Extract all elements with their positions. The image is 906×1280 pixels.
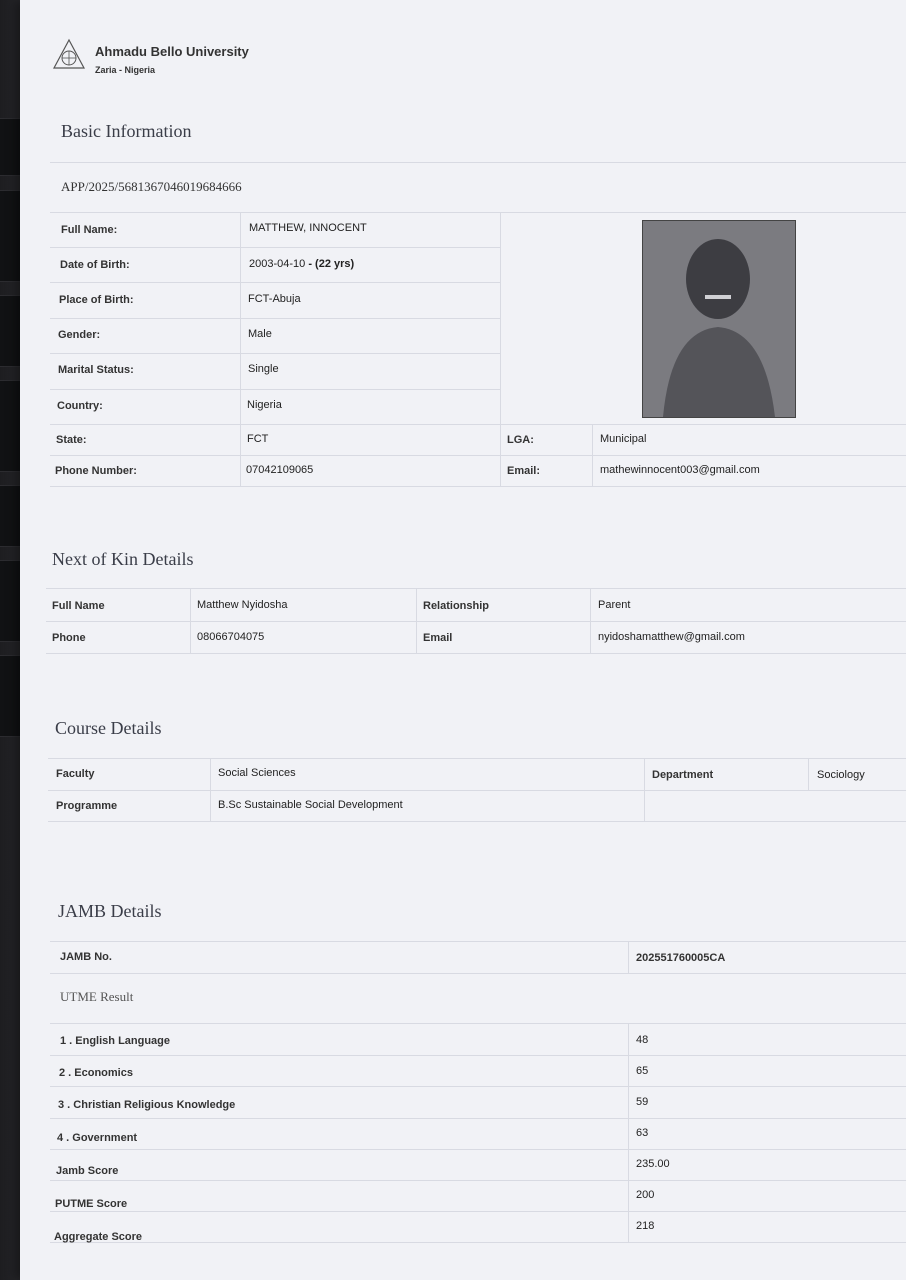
- kin-relationship-label: Relationship: [423, 600, 490, 612]
- kin-relationship-value: Parent: [598, 599, 631, 611]
- university-crest-icon: [52, 38, 86, 72]
- putme-score-label: PUTME Score: [55, 1198, 128, 1210]
- utme-subject-row: 1 . English Language: [60, 1035, 171, 1047]
- kin-full-name-value: Matthew Nyidosha: [197, 599, 288, 611]
- kin-email-label: Email: [423, 632, 453, 644]
- putme-score-value: 200: [636, 1189, 655, 1201]
- jamb-no-label: JAMB No.: [60, 951, 112, 963]
- email-value: mathewinnocent003@gmail.com: [600, 464, 760, 476]
- faculty-value: Social Sciences: [218, 767, 296, 779]
- department-label: Department: [652, 769, 714, 781]
- course-details-title: Course Details: [55, 718, 162, 738]
- jamb-score-label: Jamb Score: [56, 1165, 119, 1177]
- dob-label: Date of Birth:: [60, 259, 130, 271]
- state-label: State:: [56, 434, 87, 446]
- utme-subject-score: 63: [636, 1127, 649, 1139]
- application-id: APP/2025/5681367046019684666: [61, 179, 242, 194]
- marital-status-label: Marital Status:: [58, 364, 134, 376]
- kin-phone-label: Phone: [52, 632, 86, 644]
- place-of-birth-label: Place of Birth:: [59, 294, 134, 306]
- kin-email-value: nyidoshamatthew@gmail.com: [598, 631, 745, 643]
- passport-photo-icon: [643, 221, 795, 417]
- kin-full-name-label: Full Name: [52, 600, 105, 612]
- dob-value: [249, 258, 354, 270]
- country-value: Nigeria: [247, 399, 282, 411]
- document-page: [20, 0, 906, 1280]
- dob-date: 2003-04-10: [249, 258, 306, 270]
- state-value: FCT: [247, 433, 269, 445]
- utme-subject-score: 59: [636, 1096, 649, 1108]
- department-value: Sociology: [817, 769, 865, 781]
- dob-age: - (22 yrs): [305, 258, 355, 270]
- email-label: Email:: [507, 465, 541, 477]
- jamb-details-title: JAMB Details: [58, 901, 162, 921]
- aggregate-score-value: 218: [636, 1220, 655, 1232]
- kin-phone-value: 08066704075: [197, 631, 265, 643]
- programme-value: B.Sc Sustainable Social Development: [218, 799, 403, 811]
- gender-value: Male: [248, 328, 272, 340]
- full-name-label: Full Name:: [61, 224, 118, 236]
- university-name: Ahmadu Bello University: [95, 44, 249, 59]
- marital-status-value: Single: [248, 363, 279, 375]
- phone-label: Phone Number:: [55, 465, 137, 477]
- aggregate-score-label: Aggregate Score: [54, 1231, 143, 1243]
- lga-value: Municipal: [600, 433, 647, 445]
- country-label: Country:: [57, 400, 103, 412]
- utme-subject-row: 4 . Government: [57, 1132, 138, 1144]
- next-of-kin-title: Next of Kin Details: [52, 549, 194, 569]
- utme-result-title: UTME Result: [60, 989, 134, 1004]
- phone-value: 07042109065: [246, 464, 314, 476]
- lga-label: LGA:: [507, 434, 534, 446]
- basic-info-title: Basic Information: [61, 121, 192, 141]
- applicant-photo: [642, 220, 796, 418]
- full-name-value: MATTHEW, INNOCENT: [249, 222, 367, 234]
- place-of-birth-value: FCT-Abuja: [248, 293, 301, 305]
- faculty-label: Faculty: [56, 768, 95, 780]
- utme-subject-row: 3 . Christian Religious Knowledge: [58, 1099, 236, 1111]
- programme-label: Programme: [56, 800, 118, 812]
- utme-subject-score: 48: [636, 1034, 649, 1046]
- utme-subject-row: 2 . Economics: [59, 1067, 133, 1079]
- university-location: Zaria - Nigeria: [95, 65, 156, 75]
- utme-subject-score: 65: [636, 1065, 649, 1077]
- jamb-no-value: 202551760005CA: [636, 952, 726, 964]
- gender-label: Gender:: [58, 329, 101, 341]
- jamb-score-value: 235.00: [636, 1158, 670, 1170]
